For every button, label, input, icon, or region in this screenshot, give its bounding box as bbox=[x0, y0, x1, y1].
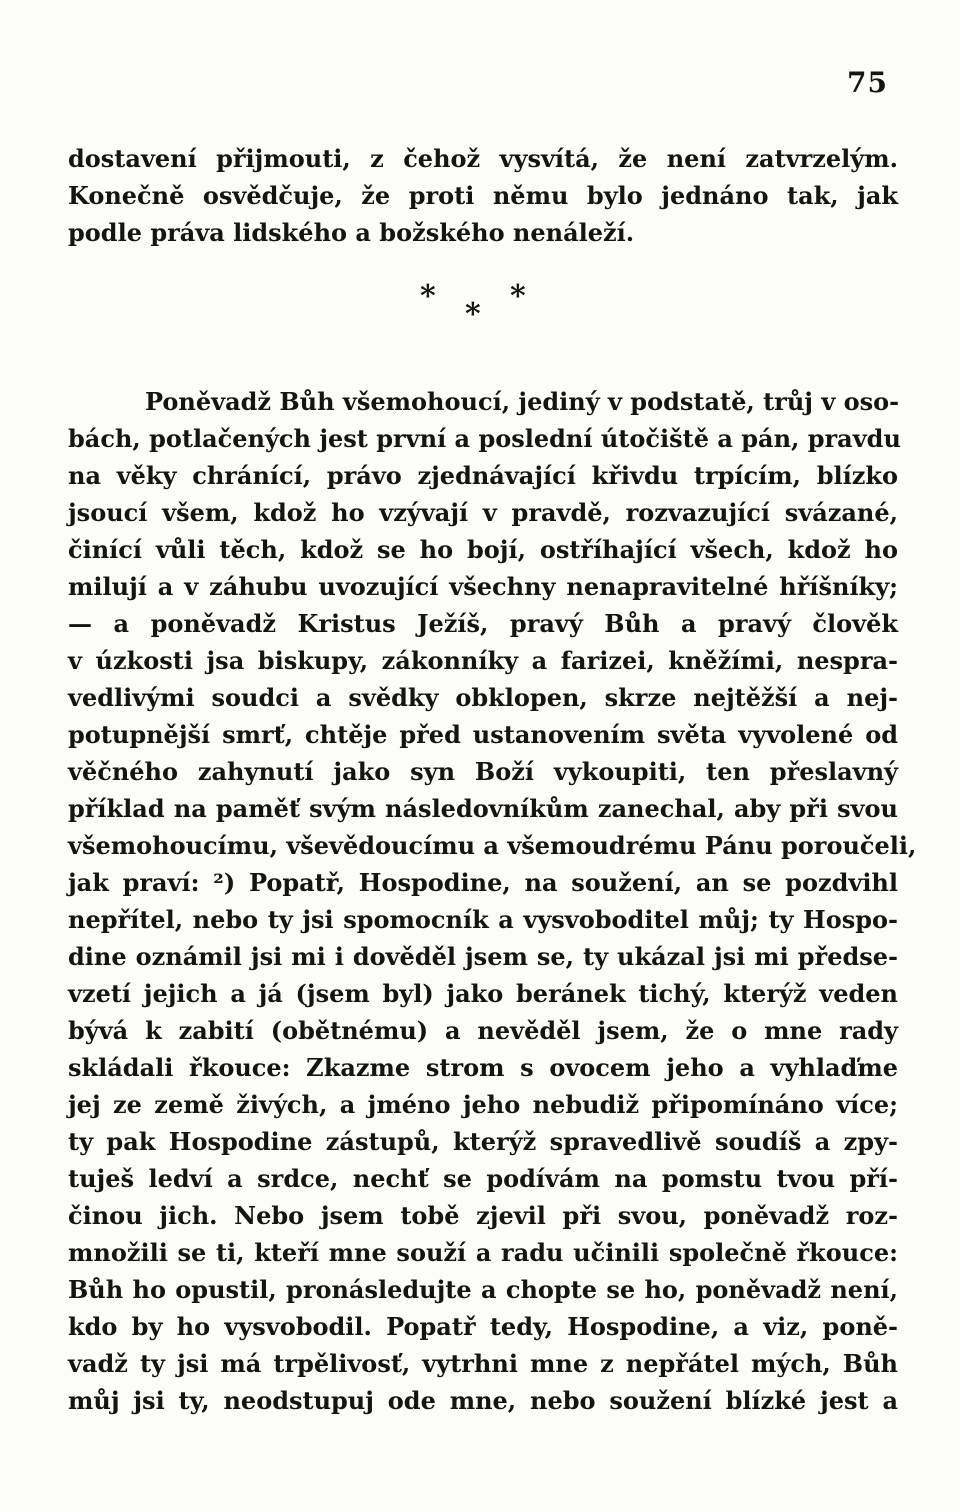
text-line: můj jsi ty, neodstupuj ode mne, nebo soužení blízké jest a bbox=[68, 1386, 898, 1415]
text-line: činou jich. Nebo jsem tobě zjevil při svou, poněvadž roz- bbox=[68, 1201, 898, 1230]
asterisk-icon: * bbox=[465, 297, 481, 332]
page-number: 75 bbox=[847, 66, 888, 99]
text-line: vadž ty jsi má trpělivosť, vytrhni mne z nepřátel mých, Bůh bbox=[68, 1349, 898, 1378]
text-line: příklad na paměť svým následovníkům zanechal, aby při svou bbox=[68, 794, 898, 823]
asterisk-icon: * bbox=[510, 279, 526, 314]
paragraph-continuation bbox=[68, 140, 898, 251]
text-line: — a poněvadž Kristus Ježíš, pravý Bůh a pravý člověk bbox=[68, 609, 898, 638]
text-line: dostavení přijmouti, z čehož vysvítá, že není zatvrzelým. bbox=[68, 144, 898, 173]
text-line: Konečně osvědčuje, že proti němu bylo jednáno tak, jak bbox=[68, 181, 898, 210]
text-line: bách, potlačených jest první a poslední útočiště a pán, pravdu bbox=[68, 424, 901, 453]
text-line: nepřítel, nebo ty jsi spomocník a vysvoboditel můj; ty Hospo- bbox=[68, 905, 898, 934]
text-line: vedlivými soudci a svědky obklopen, skrze nejtěžší a nej- bbox=[68, 683, 898, 712]
text-line: tuješ ledví a srdce, nechť se podívám na pomstu tvou pří- bbox=[68, 1164, 898, 1193]
text-line: v úzkosti jsa biskupy, zákonníky a farizei, kněžími, nespra- bbox=[68, 646, 898, 675]
text-line: věčného zahynutí jako syn Boží vykoupiti, ten přeslavný bbox=[68, 757, 898, 786]
text-line: množili se ti, kteří mne souží a radu učinili společně řkouce: bbox=[68, 1238, 898, 1267]
text-line: na věky chránící, právo zjednávající křivdu trpícím, blízko bbox=[68, 461, 898, 490]
text-line: jej ze země živých, a jméno jeho nebudiž připomínáno více; bbox=[68, 1090, 898, 1119]
text-line: dine oznámil jsi mi i dověděl jsem se, ty ukázal jsi mi předse- bbox=[68, 942, 898, 971]
text-line: jsoucí všem, kdož ho vzývají v pravdě, rozvazující svázané, bbox=[68, 498, 898, 527]
text-line: jak praví: ²) Popatř, Hospodine, na soužení, an se pozdvihl bbox=[68, 868, 898, 897]
text-line: všemohoucímu, vševědoucímu a všemoudrému Pánu poroučeli, bbox=[68, 831, 917, 860]
asterisk-icon: * bbox=[420, 279, 436, 314]
text-line: vzetí jejich a já (jsem byl) jako beránek tichý, kterýž veden bbox=[68, 979, 898, 1008]
text-line: ty pak Hospodine zástupů, kterýž spravedlivě soudíš a zpy- bbox=[68, 1127, 898, 1156]
paragraph-main bbox=[68, 383, 917, 1419]
text-line: Poněvadž Bůh všemohoucí, jediný v podstatě, trůj v oso- bbox=[145, 387, 900, 416]
text-line: Bůh ho opustil, pronásledujte a chopte se ho, poněvadž není, bbox=[68, 1275, 898, 1304]
text-line: činící vůli těch, kdož se ho bojí, ostříhající všech, kdož ho bbox=[68, 535, 898, 564]
text-line: potupnější smrť, chtěje před ustanovením světa vyvolené od bbox=[68, 720, 898, 749]
text-line: milují a v záhubu uvozující všechny nenapravitelné hříšníky; bbox=[68, 572, 898, 601]
text-line: skládali řkouce: Zkazme strom s ovocem jeho a vyhlaďme bbox=[68, 1053, 898, 1082]
text-line: bývá k zabití (obětnému) a nevěděl jsem, že o mne rady bbox=[68, 1016, 898, 1045]
text-line: kdo by ho vysvobodil. Popatř tedy, Hospodine, a viz, poně- bbox=[68, 1312, 898, 1341]
text-line: podle práva lidského a božského nenáleží. bbox=[68, 218, 635, 247]
